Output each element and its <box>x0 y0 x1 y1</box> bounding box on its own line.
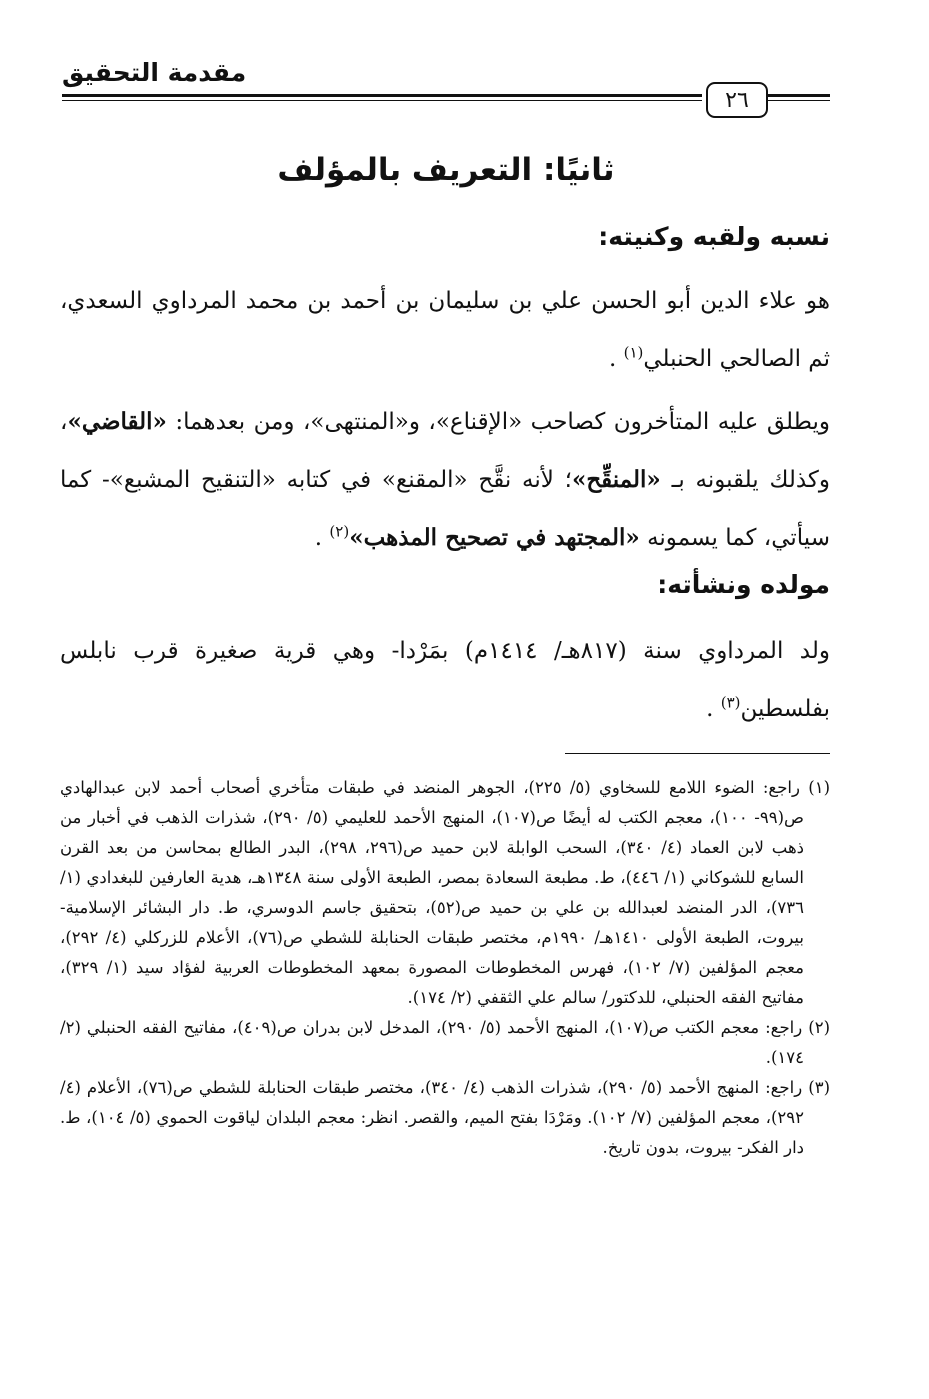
titles-end: . <box>314 525 323 551</box>
header-rule <box>62 94 702 101</box>
footnote-ref-1: (١) <box>623 343 644 362</box>
footnote-separator <box>565 753 830 754</box>
footnote-label: (١) <box>808 778 830 797</box>
birth-heading: مولده ونشأته: <box>657 570 830 599</box>
title-munaqqih: «المنقِّح» <box>571 466 661 493</box>
footnote-2 <box>60 1013 830 1073</box>
birth-paragraph <box>60 622 830 738</box>
footnote-text: راجع: المنهج الأحمد (٥/ ٢٩٠)، شذرات الذهب (٤/ ٣٤٠)، مختصر طبقات الحنابلة للشطي ص(٧٦)، الأعلام (٤/ ٢٩٢)، معجم المؤلفين (٧/ ١٠٢). ومَرْدَا بفتح الميم، والقصر. انظر: معجم البلدان لياقوت الحموي (٥/ ١٠٤)، ط. دار الفكر- بيروت، بدون تاريخ. <box>60 1078 805 1157</box>
footnote-ref-2: (٢) <box>329 522 350 541</box>
lineage-end: . <box>608 346 617 372</box>
footnote-label: (٢) <box>808 1018 830 1037</box>
titles-text-2: ، وكذلك يلقبونه بـ <box>60 409 830 493</box>
footnote-1 <box>60 773 830 1013</box>
titles-paragraph <box>60 393 830 567</box>
titles-text-3: ؛ لأنه نقَّح «المقنع» في كتابه «التنقيح المشبع»- كما سيأتي، كما يسمونه <box>60 467 830 551</box>
running-header-title: مقدمة التحقيق <box>62 58 247 87</box>
birth-text: ولد المرداوي سنة (٨١٧هـ/ ١٤١٤م) بمَرْدا- وهي قرية صغيرة قرب نابلس بفلسطين <box>60 638 830 722</box>
footnote-3 <box>60 1073 830 1163</box>
footnote-text: راجع: الضوء اللامع للسخاوي (٥/ ٢٢٥)، الجوهر المنضد في طبقات متأخري أصحاب أحمد لابن عبدالهادي ص(٩٩- ١٠٠)، معجم الكتب له أيضًا ص(١٠٧)، المنهج الأحمد للعليمي (٥/ ٢٩٠)، شذرات الذهب في أخبار من ذهب لابن العماد (٤/ ٣٤٠)، السحب الوابلة لابن حميد ص(٢٩٦، ٢٩٨)، البدر الطالع بمحاسن من بعد القرن السابع للشوكاني (١/ ٤٤٦)، ط. مطبعة السعادة بمصر، الطبعة الأولى سنة ١٣٤٨هـ، هدية العارفين للبغدادي (١/ ٧٣٦)، الدر المنضد لعبدالله بن علي بن حميد ص(٥٢)، بتحقيق جاسم الدوسري، ط. دار البشائر الإسلامية- بيروت، الطبعة الأولى ١٤١٠هـ/ ١٩٩٠م، مختصر طبقات الحنابلة للشطي ص(٧٦)، الأعلام للزركلي (٤/ ٢٩٢)، معجم المؤلفين (٧/ ١٠٢)، فهرس المخطوطات المصورة بمعهد المخطوطات العربية لفؤاد سيد (١/ ٣٢٩)، مفاتيح الفقه الحنبلي، للدكتور/ سالم علي الثقفي (٢/ ١٧٤). <box>60 778 805 1007</box>
title-qadi: «القاضي» <box>67 408 167 435</box>
footnote-text: راجع: معجم الكتب ص(١٠٧)، المنهج الأحمد (٥/ ٢٩٠)، المدخل لابن بدران ص(٤٠٩)، مفاتيح الفقه الحنبلي (٢/ ١٧٤). <box>60 1018 804 1067</box>
header-rule-end <box>768 94 830 101</box>
lineage-text: هو علاء الدين أبو الحسن علي بن سليمان بن أحمد بن محمد المرداوي السعدي، ثم الصالحي الحنبلي <box>60 288 830 372</box>
lineage-heading: نسبه ولقبه وكنيته: <box>598 222 830 251</box>
section-title: ثانيًا: التعريف بالمؤلف <box>277 152 615 188</box>
footnotes <box>60 773 830 1163</box>
footnote-ref-3: (٣) <box>720 693 741 712</box>
birth-end: . <box>706 696 714 722</box>
footnote-label: (٣) <box>808 1078 830 1097</box>
title-mujtahid: «المجتهد في تصحيح المذهب» <box>349 524 640 551</box>
titles-text-1: ويطلق عليه المتأخرون كصاحب «الإقناع»، و«المنتهى»، ومن بعدهما: <box>166 409 830 435</box>
lineage-paragraph <box>60 272 830 388</box>
page-number-badge: ٢٦ <box>706 82 768 118</box>
